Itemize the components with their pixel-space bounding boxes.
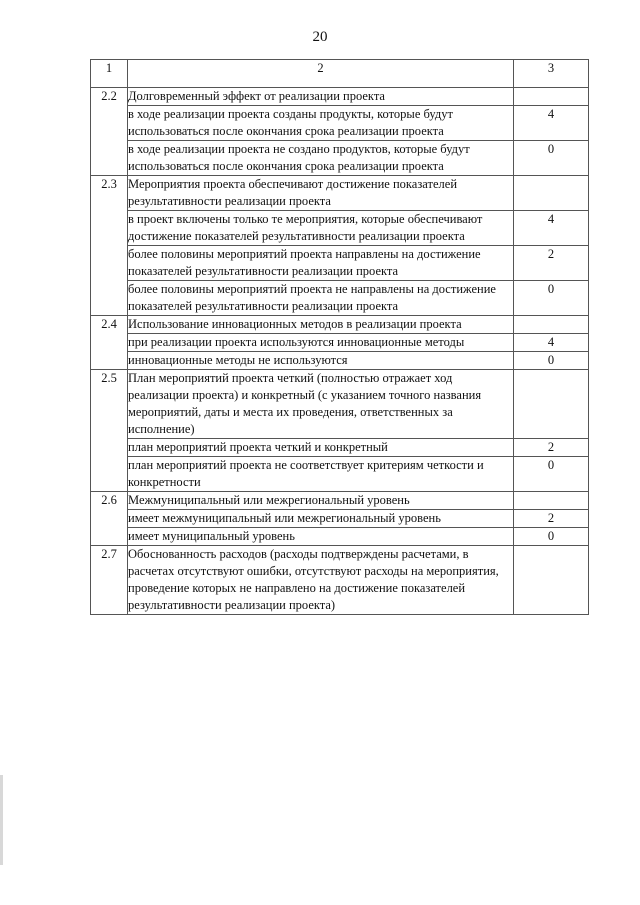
option-score: 0 — [514, 352, 589, 370]
option-text: план мероприятий проекта не соответствует критериям четкости и конкретности — [128, 457, 514, 492]
number-cell-continued — [91, 211, 128, 246]
option-text: имеет муниципальный уровень — [128, 528, 514, 546]
scan-edge-shadow — [0, 775, 3, 865]
criterion-number: 2.7 — [91, 546, 128, 615]
option-text: в проект включены только те мероприятия, которые обеспечивают достижение показателей результативности реализации проекта — [128, 211, 514, 246]
number-cell-continued — [91, 106, 128, 141]
option-text: при реализации проекта используются инновационные методы — [128, 334, 514, 352]
option-score: 4 — [514, 334, 589, 352]
criterion-text: Долговременный эффект от реализации проекта — [128, 88, 514, 106]
criterion-score-empty — [514, 88, 589, 106]
option-row — [91, 510, 589, 528]
number-cell-continued — [91, 281, 128, 316]
number-cell-continued — [91, 334, 128, 352]
option-text: план мероприятий проекта четкий и конкретный — [128, 439, 514, 457]
option-score: 4 — [514, 211, 589, 246]
criterion-row — [91, 370, 589, 439]
criterion-number: 2.2 — [91, 88, 128, 106]
criterion-score-empty — [514, 316, 589, 334]
number-cell-continued — [91, 352, 128, 370]
option-text: имеет межмуниципальный или межрегиональный уровень — [128, 510, 514, 528]
criterion-row — [91, 316, 589, 334]
criterion-row — [91, 88, 589, 106]
option-score: 2 — [514, 510, 589, 528]
criteria-table — [90, 59, 589, 615]
criterion-number: 2.4 — [91, 316, 128, 334]
criterion-text: Использование инновационных методов в реализации проекта — [128, 316, 514, 334]
criterion-score-empty — [514, 176, 589, 211]
option-score: 0 — [514, 528, 589, 546]
number-cell-continued — [91, 528, 128, 546]
option-score: 0 — [514, 281, 589, 316]
option-row — [91, 141, 589, 176]
criterion-text: Межмуниципальный или межрегиональный уровень — [128, 492, 514, 510]
option-score: 0 — [514, 457, 589, 492]
option-row — [91, 281, 589, 316]
number-cell-continued — [91, 457, 128, 492]
option-score: 2 — [514, 439, 589, 457]
criterion-number: 2.6 — [91, 492, 128, 510]
criterion-text: Обоснованность расходов (расходы подтверждены расчетами, в расчетах отсутствуют ошибки, отсутствуют расходы на мероприятия, проведение которых не направлено на достижение показателей результативности реализации проекта) — [128, 546, 514, 615]
option-row — [91, 352, 589, 370]
option-text: в ходе реализации проекта созданы продукты, которые будут использоваться после окончания срока реализации проекта — [128, 106, 514, 141]
option-row — [91, 334, 589, 352]
criterion-score-empty — [514, 492, 589, 510]
criterion-text: Мероприятия проекта обеспечивают достижение показателей результативности реализации проекта — [128, 176, 514, 211]
option-text: в ходе реализации проекта не создано продуктов, которые будут использоваться после окончания срока реализации проекта — [128, 141, 514, 176]
option-row — [91, 528, 589, 546]
number-cell-continued — [91, 246, 128, 281]
page-number: 20 — [312, 29, 328, 45]
option-row — [91, 439, 589, 457]
option-text: инновационные методы не используются — [128, 352, 514, 370]
header-col-1: 1 — [91, 60, 128, 88]
header-col-3: 3 — [514, 60, 589, 88]
option-score: 0 — [514, 141, 589, 176]
criterion-row — [91, 492, 589, 510]
option-row — [91, 211, 589, 246]
criterion-score-empty — [514, 546, 589, 615]
option-row — [91, 246, 589, 281]
criterion-text: План мероприятий проекта четкий (полностью отражает ход реализации проекта) и конкретный (с указанием точного названия мероприятий, даты и места их проведения, ответственных за исполнение) — [128, 370, 514, 439]
criterion-score-empty — [514, 370, 589, 439]
criterion-number: 2.5 — [91, 370, 128, 439]
option-text: более половины мероприятий проекта направлены на достижение показателей результативности реализации проекта — [128, 246, 514, 281]
option-text: более половины мероприятий проекта не направлены на достижение показателей результативности реализации проекта — [128, 281, 514, 316]
header-col-2: 2 — [128, 60, 514, 88]
criterion-number: 2.3 — [91, 176, 128, 211]
number-cell-continued — [91, 510, 128, 528]
criterion-row — [91, 546, 589, 615]
criterion-row — [91, 176, 589, 211]
header-row — [91, 60, 589, 88]
number-cell-continued — [91, 141, 128, 176]
option-row — [91, 457, 589, 492]
option-score: 2 — [514, 246, 589, 281]
option-score: 4 — [514, 106, 589, 141]
number-cell-continued — [91, 439, 128, 457]
option-row — [91, 106, 589, 141]
